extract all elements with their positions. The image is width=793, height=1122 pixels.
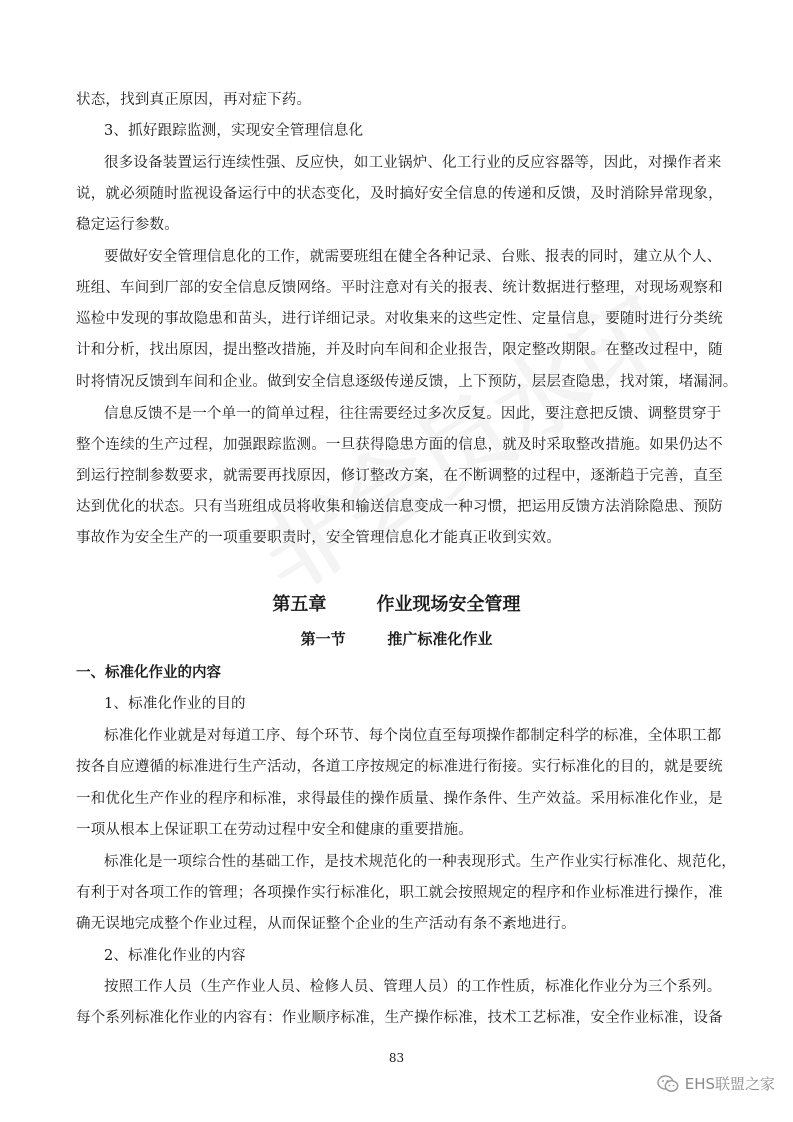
text-line: 标准化作业就是对每道工序、每个环节、每个岗位直至每项操作都制定科学的标准，全体职工都 <box>104 728 722 744</box>
text-line: 事故作为安全生产的一项重要职责时，安全管理信息化才能真正收到实效。 <box>76 530 562 546</box>
text-line: 一项从根本上保证职工在劳动过程中安全和健康的重要措施。 <box>76 822 473 838</box>
text-line: 稳定运行参数。 <box>76 217 179 233</box>
subheading: 3、抓好跟踪监测，实现安全管理信息化 <box>104 123 364 139</box>
brand-watermark <box>657 1073 775 1094</box>
page-number: 83 <box>388 1051 405 1065</box>
text-line: 达到优化的状态。只有当班组成员将收集和输送信息变成一种习惯，把运用反馈方法消除隐患、预防 <box>76 499 723 515</box>
text-line: 一和优化生产作业的程序和标准，求得最佳的操作质量、操作条件、生产效益。采用标准化作业，是 <box>76 791 723 807</box>
text-line: 整个连续的生产过程，加强跟踪监测。一旦获得隐患方面的信息，就及时采取整改措施。如果仍达不 <box>76 437 723 453</box>
section-title: 第一节 推广标准化作业 <box>300 630 493 648</box>
text-line: 有利于对各项工作的管理；各项操作实行标准化，职工就会按照规定的程序和作业标准进行操作，准 <box>76 885 723 901</box>
text-line: 计和分析，找出原因，提出整改措施，并及时向车间和企业报告，限定整改期限。在整改过程中，随 <box>76 342 723 358</box>
text-line: 确无误地完成整个作业过程，从而保证整个企业的生产活动有条不紊地进行。 <box>76 916 576 932</box>
text-line: 到运行控制参数要求，就需要再找原因，修订整改方案，在不断调整的过程中，逐渐趋于完善，直至 <box>76 468 723 484</box>
text-line: 标准化是一项综合性的基础工作，是技术规范化的一种表现形式。生产作业实行标准化、规范化， <box>104 854 737 870</box>
text-line: 班组、车间到厂部的安全信息反馈网络。平时注意对有关的报表、统计数据进行整理，对现场观察和 <box>76 280 723 296</box>
text-line: 要做好安全管理信息化的工作，就需要班组在健全各种记录、台账、报表的同时，建立从个人、 <box>104 249 722 265</box>
text-line: 时将情况反馈到车间和企业。做到安全信息逐级传递反馈，上下预防，层层查隐患，找对策，堵漏洞。 <box>76 374 738 390</box>
subheading-bold: 一、标准化作业的内容 <box>76 665 221 681</box>
text-line: 很多设备装置运行连续性强、反应快，如工业锅炉、化工行业的反应容器等，因此，对操作者来 <box>104 155 722 171</box>
subheading: 2、标准化作业的内容 <box>104 948 246 964</box>
text-line: 信息反馈不是一个单一的简单过程，往往需要经过多次反复。因此，要注意把反馈、调整贯穿于 <box>104 406 722 422</box>
text-line: 状态，找到真正原因，再对症下药。 <box>76 92 312 108</box>
brand-label: EHS联盟之家 <box>684 1075 775 1093</box>
subheading: 1、标准化作业的目的 <box>104 696 246 712</box>
text-line: 按照工作人员（生产作业人员、检修人员、管理人员）的工作性质，标准化作业分为三个系列。 <box>104 979 722 995</box>
chapter-title: 第五章 作业现场安全管理 <box>272 594 521 615</box>
wechat-icon <box>657 1075 679 1093</box>
text-line: 按各自应遵循的标准进行生产活动，各道工序按规定的标准进行衔接。实行标准化的目的，就是要统 <box>76 759 723 775</box>
text-line: 说，就必须随时监视设备运行中的状态变化，及时搞好安全信息的传递和反馈，及时消除异常现象， <box>76 186 723 202</box>
text-line: 巡检中发现的事故隐患和苗头，进行详细记录。对收集来的这些定性、定量信息，要随时进行分类统 <box>76 311 723 327</box>
text-line: 每个系列标准化作业的内容有：作业顺序标准，生产操作标准，技术工艺标准，安全作业标准，设备 <box>76 1010 723 1026</box>
